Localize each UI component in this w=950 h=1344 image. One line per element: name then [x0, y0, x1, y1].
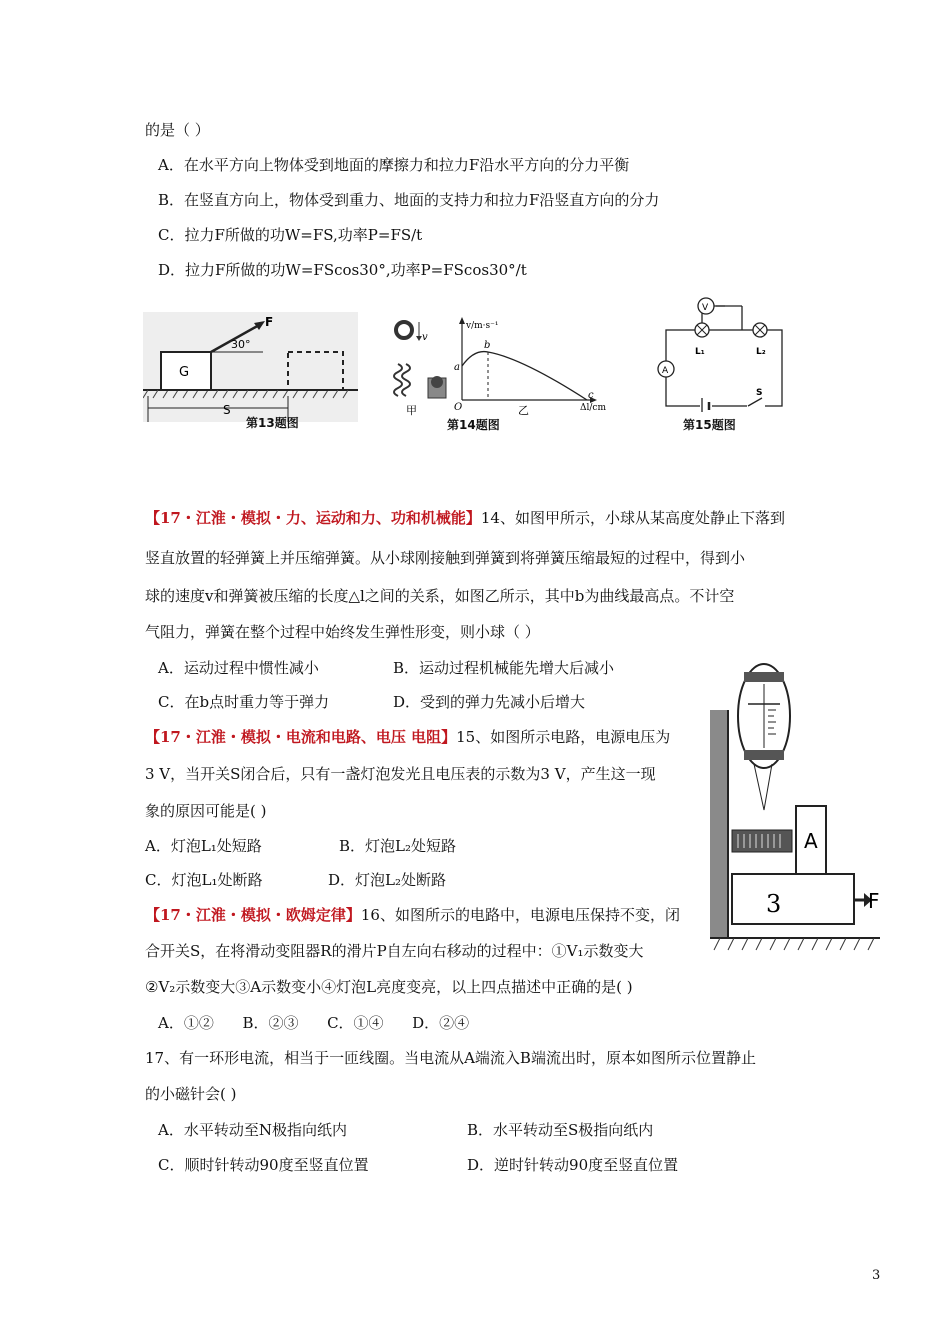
- q15-line-2: 3 V，当开关S闭合后，只有一盏灯泡发光且电压表的示数为3 V，产生这一现: [145, 765, 656, 783]
- q17-option-d: D．逆时针转动90度至竖直位置: [467, 1156, 679, 1174]
- figure-spring-scale: [710, 660, 882, 952]
- label-g: G: [179, 365, 190, 380]
- q15-tag: 【17・江淮・模拟・电流和电路、电压 电阻】: [145, 728, 457, 746]
- label-f: F: [868, 889, 880, 913]
- q16-line-2: 合开关S，在将滑动变阻器R的滑片P自左向右移动的过程中：①V₁示数变大: [145, 942, 644, 960]
- label-y-axis: v/m·s⁻¹: [466, 321, 499, 331]
- q14-option-b: B．运动过程机械能先增大后减小: [393, 659, 615, 677]
- figure-15-caption: 第15题图: [683, 418, 736, 432]
- q17-line-2: 的小磁针会( ): [145, 1085, 237, 1103]
- label-jia: 甲: [406, 404, 417, 416]
- label-block-b: 3: [766, 890, 782, 918]
- q13-option-a: A．在水平方向上物体受到地面的摩擦力和拉力F沿水平方向的分力平衡: [158, 156, 630, 174]
- figure-14: [392, 314, 624, 416]
- q15-line-1: 【17・江淮・模拟・电流和电路、电压 电阻】15、如图所示电路，电源电压为: [145, 728, 671, 746]
- q15-option-c: C．灯泡L₁处断路: [145, 871, 263, 889]
- q14-line-1: 【17・江淮・模拟・力、运动和力、功和机械能】14、如图甲所示，小球从某高度处静止下落到: [145, 509, 785, 527]
- label-l2: L₂: [756, 347, 766, 357]
- q14-line-4: 气阻力，弹簧在整个过程中始终发生弹性形变，则小球（ ）: [145, 623, 540, 641]
- label-l1: L₁: [695, 347, 705, 357]
- q15-option-d: D．灯泡L₂处断路: [328, 871, 447, 889]
- label-b: b: [484, 340, 491, 351]
- q13-option-d: D．拉力F所做的功W=FScos30°,功率P=FScos30°/t: [158, 261, 527, 279]
- q14-line-3: 球的速度v和弹簧被压缩的长度△l之间的关系，如图乙所示，其中b为曲线最高点。不计空: [145, 587, 735, 605]
- q16-options: A．①② B．②③ C．①④ D．②④: [158, 1014, 470, 1032]
- label-v: V: [702, 303, 709, 313]
- label-v-arrow: v: [422, 332, 428, 343]
- q14-option-a: A．运动过程中惯性减小: [158, 659, 319, 677]
- spring: [394, 364, 402, 396]
- figure-14-caption: 第14题图: [447, 418, 500, 432]
- velocity-curve: [462, 352, 587, 400]
- figure-13-caption: 第13题图: [246, 416, 299, 430]
- label-s: S: [756, 388, 763, 398]
- q13-option-c: C．拉力F所做的功W=FS,功率P=FS/t: [158, 226, 423, 244]
- q15-option-b: B．灯泡L₂处短路: [339, 837, 456, 855]
- q14-option-d: D．受到的弹力先减小后增大: [393, 693, 586, 711]
- q14-option-c: C．在b点时重力等于弹力: [158, 693, 330, 711]
- q17-option-a: A．水平转动至N极指向纸内: [158, 1121, 347, 1139]
- q17-option-c: C．顺时针转动90度至竖直位置: [158, 1156, 369, 1174]
- ball: [396, 322, 412, 338]
- q13-stem-end: 的是（ ）: [145, 121, 210, 139]
- q14-tag: 【17・江淮・模拟・力、运动和力、功和机械能】: [145, 509, 481, 527]
- label-yi: 乙: [518, 404, 529, 416]
- q16-line-3: ②V₂示数变大③A示数变小④灯泡L亮度变亮，以上四点描述中正确的是( ): [145, 978, 633, 996]
- label-c: c: [588, 390, 594, 401]
- q17-line-1: 17、有一环形电流，相当于一匝线圈。当电流从A端流入B端流出时，原本如图所示位置静止: [145, 1049, 756, 1067]
- label-angle: 30°: [231, 338, 251, 351]
- q15-line-3: 象的原因可能是( ): [145, 802, 267, 820]
- block-b: [732, 874, 854, 924]
- q17-option-b: B．水平转动至S极指向纸内: [467, 1121, 654, 1139]
- q15-option-a: A．灯泡L₁处短路: [145, 837, 262, 855]
- label-a: a: [454, 362, 460, 373]
- figure-15: [652, 294, 792, 412]
- label-s: S: [223, 403, 231, 417]
- label-f: F: [265, 315, 274, 329]
- label-x-axis: Δl/cm: [580, 403, 606, 413]
- q16-line-1: 【17・江淮・模拟・欧姆定律】16、如图所示的电路中，电源电压保持不变，闭: [145, 906, 680, 924]
- label-o: O: [454, 402, 463, 413]
- q14-line-2: 竖直放置的轻弹簧上并压缩弹簧。从小球刚接触到弹簧到将弹簧压缩最短的过程中，得到小: [145, 549, 746, 567]
- q16-tag: 【17・江淮・模拟・欧姆定律】: [145, 906, 361, 924]
- label-a: A: [662, 366, 669, 376]
- page-number: 3: [872, 1268, 881, 1283]
- q13-option-b: B．在竖直方向上，物体受到重力、地面的支持力和拉力F沿竖直方向的分力: [158, 191, 660, 209]
- label-block-a: A: [804, 829, 818, 853]
